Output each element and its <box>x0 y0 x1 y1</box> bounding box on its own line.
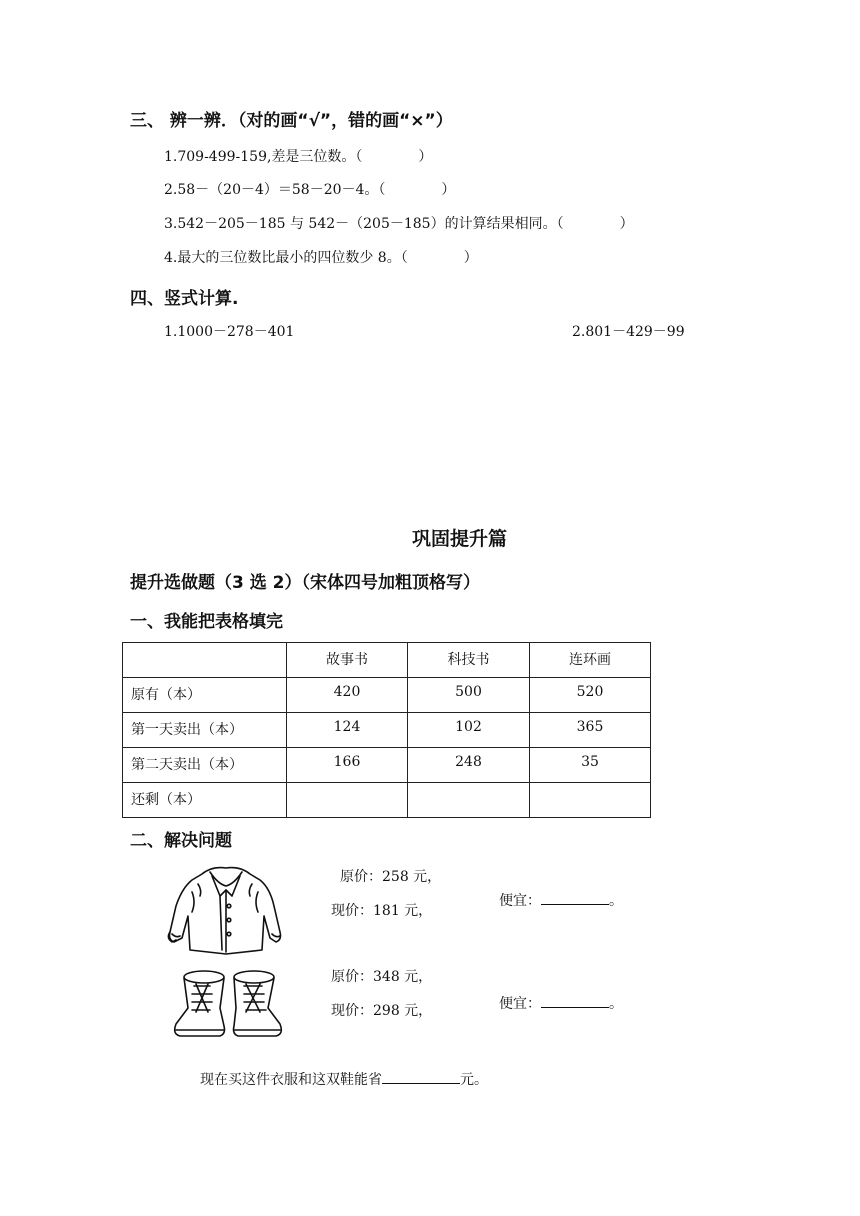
jacket-cheaper-label: 便宜： <box>499 893 541 909</box>
vertical-calc-2: 2.801－429－99 <box>572 324 685 340</box>
table-cell <box>123 643 287 678</box>
table-cell: 124 <box>287 713 408 748</box>
section4-heading: 四、竖式计算. <box>130 289 239 309</box>
summary-suffix: 元。 <box>460 1072 488 1088</box>
table-header-cell: 连环画 <box>530 643 651 678</box>
advanced-subtitle: 提升选做题（3 选 2）（宋体四号加粗顶格写） <box>130 573 480 593</box>
judge-item-2: 2.58－（20－4）＝58－20－4。（ ） <box>164 182 456 198</box>
summary-prefix: 现在买这件衣服和这双鞋能省 <box>200 1072 382 1088</box>
table-cell: 35 <box>530 748 651 783</box>
table-cell: 420 <box>287 678 408 713</box>
boots-cheaper-end: 。 <box>609 996 623 1012</box>
page-title: 巩固提升篇 <box>412 528 508 550</box>
table-header-cell: 科技书 <box>408 643 530 678</box>
jacket-answer-blank[interactable] <box>541 904 609 905</box>
table-cell: 365 <box>530 713 651 748</box>
jacket-original-price: 原价：258 元， <box>340 869 442 885</box>
table-cell: 520 <box>530 678 651 713</box>
books-table <box>122 642 651 818</box>
jacket-current-price: 现价：181 元， <box>331 903 433 919</box>
table-cell: 原有（本） <box>123 678 287 713</box>
table-cell: 第一天卖出（本） <box>123 713 287 748</box>
answer-cell[interactable] <box>287 783 408 818</box>
boots-current-price: 现价：298 元， <box>331 1003 433 1019</box>
part2-heading: 二、解决问题 <box>130 831 232 851</box>
judge-item-4: 4.最大的三位数比最小的四位数少 8。（ ） <box>164 250 478 266</box>
section3-heading: 三、 辨一辨．（对的画“√”，错的画“×”） <box>130 111 453 131</box>
jacket-icon <box>162 862 290 958</box>
boots-icon <box>170 968 286 1044</box>
table-cell: 166 <box>287 748 408 783</box>
part1-heading: 一、我能把表格填完 <box>130 612 283 632</box>
table-row <box>123 783 651 818</box>
table-cell: 248 <box>408 748 530 783</box>
vertical-calc-1: 1.1000－278－401 <box>164 324 295 340</box>
boots-cheaper-label: 便宜： <box>499 996 541 1012</box>
table-row <box>123 678 651 713</box>
judge-item-1: 1.709-499-159,差是三位数。（ ） <box>164 149 433 165</box>
answer-cell[interactable] <box>408 783 530 818</box>
judge-item-3: 3.542－205－185 与 542－（205－185）的计算结果相同。（ ） <box>164 216 634 232</box>
answer-cell[interactable] <box>530 783 651 818</box>
table-header-cell: 故事书 <box>287 643 408 678</box>
boots-original-price: 原价：348 元， <box>331 969 433 985</box>
table-cell: 还剩（本） <box>123 783 287 818</box>
summary-question <box>200 1069 488 1089</box>
table-row <box>123 713 651 748</box>
jacket-cheaper-row <box>499 890 623 910</box>
table-row <box>123 748 651 783</box>
table-header-row <box>123 643 651 678</box>
table-cell: 第二天卖出（本） <box>123 748 287 783</box>
boots-answer-blank[interactable] <box>541 1007 609 1008</box>
boots-cheaper-row <box>499 993 623 1013</box>
jacket-cheaper-end: 。 <box>609 893 623 909</box>
table-cell: 500 <box>408 678 530 713</box>
table-cell: 102 <box>408 713 530 748</box>
summary-answer-blank[interactable] <box>382 1083 460 1084</box>
